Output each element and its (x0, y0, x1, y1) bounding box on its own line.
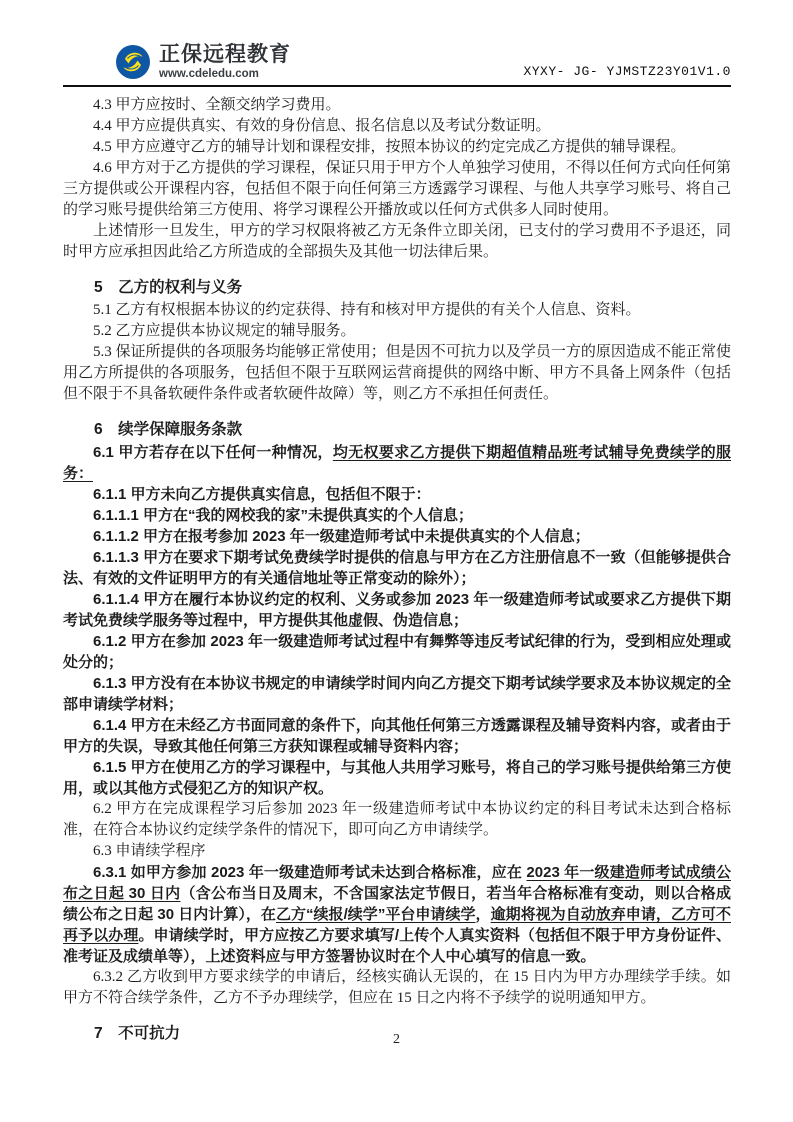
section-heading (63, 277, 731, 298)
section-heading (63, 419, 731, 440)
paragraph (63, 221, 731, 263)
text-run: 6.1.2 甲方在参加 2023 年一级建造师考试过程中有舞弊等违反考试纪律的行为，受到相应处理或处分的； (63, 633, 731, 672)
paragraph (63, 300, 731, 321)
paragraph (63, 757, 731, 799)
text-run: 6.3 申请续学程序 (93, 843, 206, 860)
paragraph (63, 116, 731, 137)
text-run: （含公布当日及周末，不含国家法定节假日，若当年合格标准有变动，则以合格成绩公布之日起 30 日内计算），在 (63, 885, 731, 924)
paragraph (63, 442, 731, 484)
brand-block (116, 44, 291, 80)
text-run: 5.3 保证所提供的各项服务均能够正常使用；但是因不可抗力以及学员一方的原因造成不能正常使用乙方所提供的各项服务，包括但不限于互联网运营商提供的网络中断、甲方不具备上网条件（包括但不限于不具备软硬件条件或者软硬件故障）等，则乙方不承担任何责任。 (63, 344, 731, 403)
text-run: ， (475, 906, 491, 924)
text-run: 5.2 乙方应提供本协议规定的辅导服务。 (93, 323, 356, 340)
text-run: 6.1.4 甲方在未经乙方书面同意的条件下，向其他任何第三方透露课程及辅导资料内容，或者由于甲方的失误，导致其他任何第三方获知课程或辅导资料内容； (63, 717, 731, 756)
text-run: 6.3.2 乙方收到甲方要求续学的申请后，经核实确认无误的，在 15 日内为甲方办理续学手续。如甲方不符合续学条件，乙方不予办理续学，但应在 15 日之内将不予续学的说明通知甲方。 (63, 969, 731, 1007)
paragraph (63, 673, 731, 715)
paragraph (63, 589, 731, 631)
underlined-text: 均无权要求乙方提供下期超值精品班考试辅导免费续学的服务： (63, 444, 731, 483)
document-body (63, 95, 731, 1044)
underlined-text: 逾期将视为自动放弃申请，乙方可不再予以办理 (63, 906, 731, 945)
text-run: 4.4 甲方应提供真实、有效的身份信息、报名信息以及考试分数证明。 (93, 118, 551, 135)
text-run: 6.1 甲方若存在以下任何一种情况， (93, 444, 333, 462)
paragraph (63, 841, 731, 862)
text-run: 6.1.1.3 甲方在要求下期考试免费续学时提供的信息与甲方在乙方注册信息不一致（但能够提供合法、有效的文件证明甲方的有关通信地址等正常变动的除外）； (63, 549, 731, 588)
paragraph (63, 526, 731, 547)
paragraph (63, 799, 731, 841)
text-run: 6.1.1.4 甲方在履行本协议约定的权利、义务或参加 2023 年一级建造师考试或要求乙方提供下期考试免费续学服务等过程中，甲方提供其他虚假、伪造信息； (63, 591, 731, 630)
cdel-logo-icon (116, 45, 150, 79)
text-run: 6.3.1 如甲方参加 2023 年一级建造师考试未达到合格标准，应在 (93, 864, 527, 882)
paragraph (63, 631, 731, 673)
text-run: 上述情形一旦发生，甲方的学习权限将被乙方无条件立即关闭，已支付的学习费用不予退还，同时甲方应承担因此给乙方所造成的全部损失及其他一切法律后果。 (63, 223, 731, 261)
paragraph (63, 342, 731, 405)
underlined-text: 乙方“续报/续学”平台申请续学 (275, 906, 476, 924)
text-run: 6.1.3 甲方没有在本协议书规定的申请续学时间内向乙方提交下期考试续学要求及本协议规定的全部申请续学材料； (63, 675, 731, 714)
page-header (63, 44, 731, 87)
text-run: 4.6 甲方对于乙方提供的学习课程，保证只用于甲方个人单独学习使用，不得以任何方式向任何第三方提供或公开课程内容，包括但不限于向任何第三方透露学习课程、与他人共享学习账号、将自己的学习账号提供给第三方使用、将学习课程公开播放或以任何方式供多人同时使用。 (63, 160, 731, 219)
paragraph (63, 505, 731, 526)
page-number: 2 (393, 1032, 400, 1047)
brand-text (159, 44, 291, 80)
text-run: 6.1.1 甲方未向乙方提供真实信息，包括但不限于： (93, 486, 431, 504)
text-run: 5 乙方的权利与义务 (94, 279, 243, 297)
underlined-text: 2023 年一级建造师考试成绩公布之日起 30 日内 (63, 864, 731, 903)
paragraph (63, 484, 731, 505)
paragraph (63, 967, 731, 1009)
brand-name: 正保远程教育 (159, 43, 291, 66)
paragraph (63, 137, 731, 158)
paragraph (63, 715, 731, 757)
paragraph (63, 547, 731, 589)
text-run: 6.1.1.2 甲方在报考参加 2023 年一级建造师考试中未提供真实的个人信息； (93, 528, 590, 546)
text-run: 7 不可抗力 (94, 1025, 181, 1043)
text-run: 5.1 乙方有权根据本协议的约定获得、持有和核对甲方提供的有关个人信息、资料。 (93, 302, 641, 319)
text-run: 。申请续学时，甲方应按乙方要求填写/上传个人真实资料（包括但不限于甲方身份证件、准考证及成绩单等），上述资料应与甲方签署协议时在个人中心填写的信息一致。 (63, 927, 731, 966)
brand-url: www.cdeledu.com (159, 68, 259, 81)
document-code: XYXY- JG- YJMSTZ23Y01V1.0 (523, 64, 731, 80)
text-run: 4.3 甲方应按时、全额交纳学习费用。 (93, 97, 341, 114)
text-run: 4.5 甲方应遵守乙方的辅导计划和课程安排，按照本协议的约定完成乙方提供的辅导课程。 (93, 139, 686, 156)
paragraph (63, 321, 731, 342)
paragraph (63, 158, 731, 221)
paragraph (63, 95, 731, 116)
text-run: 6.1.1.1 甲方在“我的网校我的家”未提供真实的个人信息； (93, 507, 474, 525)
text-run: 6.2 甲方在完成课程学习后参加 2023 年一级建造师考试中本协议约定的科目考试未达到合格标准，在符合本协议约定续学条件的情况下，即可向乙方申请续学。 (63, 801, 731, 839)
text-run: 6.1.5 甲方在使用乙方的学习课程中，与其他人共用学习账号，将自己的学习账号提供给第三方使用，或以其他方式侵犯乙方的知识产权。 (63, 759, 731, 798)
paragraph (63, 862, 731, 967)
text-run: 6 续学保障服务条款 (94, 421, 243, 439)
